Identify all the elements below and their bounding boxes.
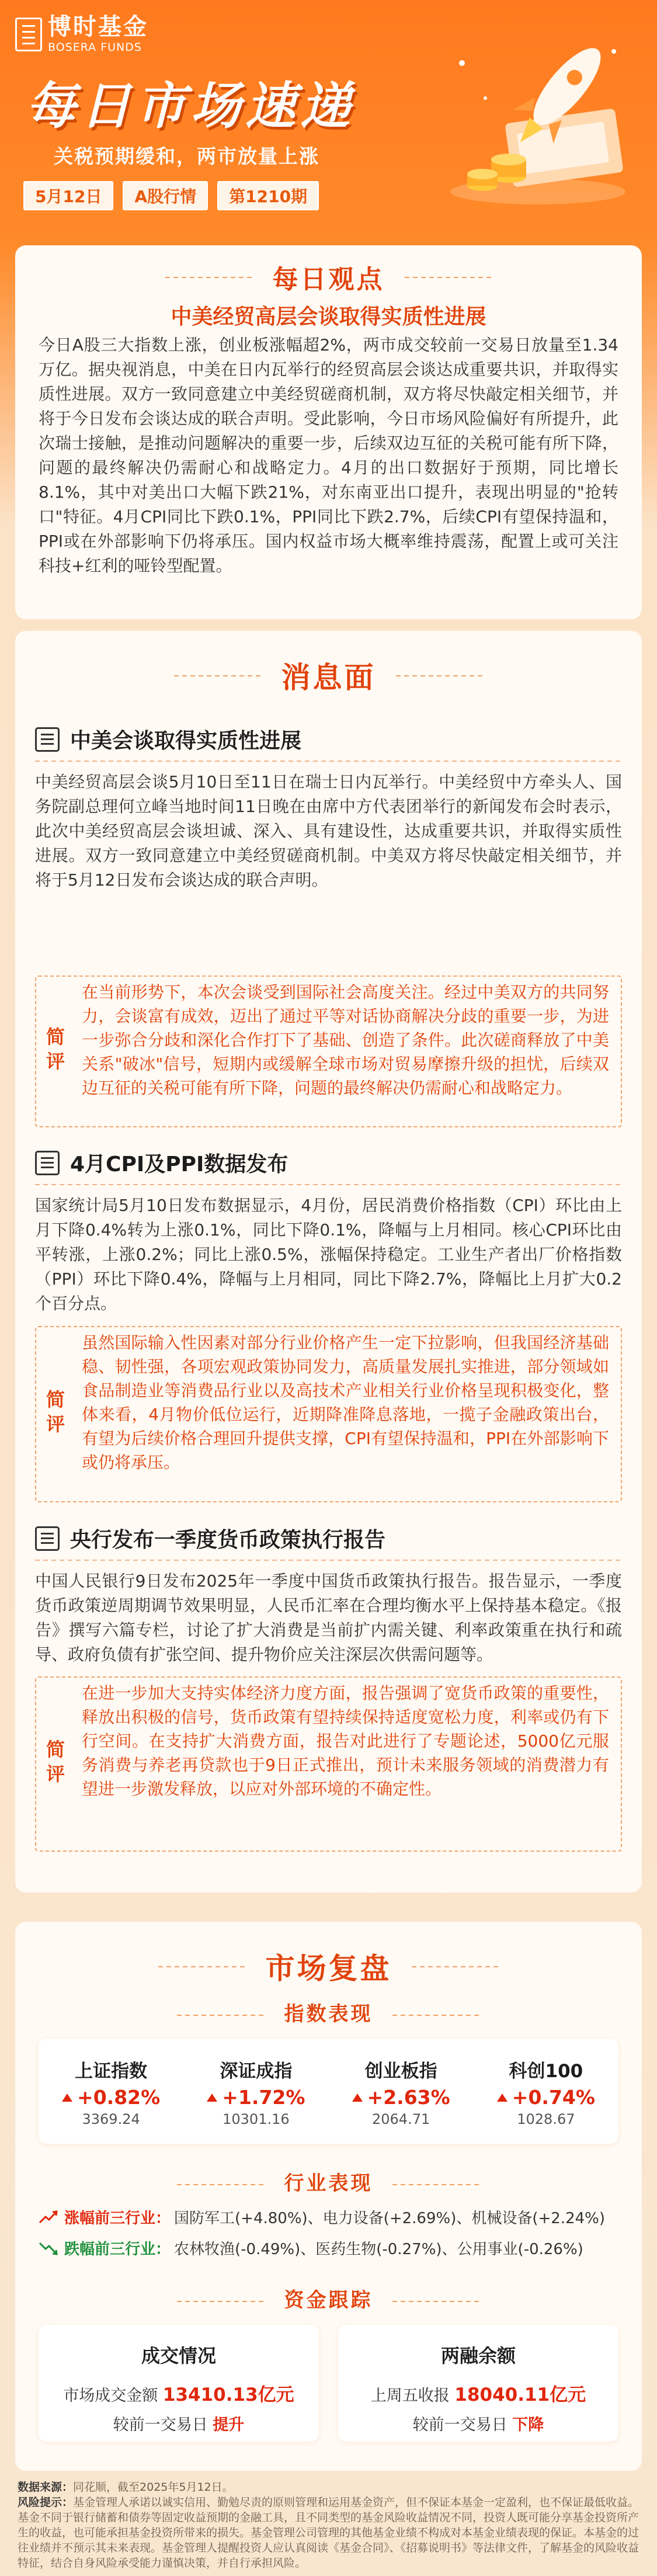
page-title: 每日市场速递 (26, 77, 355, 136)
issue-tags (23, 181, 319, 210)
disclaimer: 数据来源：同花顺，截至2025年5月12日。 风险提示：基金管理人承诺以诚实信用、勤勉尽责的原则管理和运用基金资产，但不保证本基金一定盈利，也不保证最低收益。基金不同于银行储蓄和债券等固定收益预期的金融工具，且不同类型的基金风险收益情况不同，投资人既可能分享基金投资所产生的收益，也可能承担基金投资所带来的损失。基金管理公司管理的其他基金业绩不构成对本基金业绩表现的保证。本基金的过往业绩并不预示其未来表现。基金管理人提醒投资人应认真阅读《基金合同》、《招募说明书》等法律文件，了解基金的风险收益特征，结合自身风险承受能力谨慎决策，并自行承担风险。 (18, 2481, 639, 2570)
divider (35, 1184, 622, 1185)
comment-label: 简评 (43, 1027, 65, 1076)
document-icon (35, 1151, 60, 1175)
bosera-logo-icon (15, 18, 42, 51)
daily-view-body: 今日A股三大指数上涨，创业板涨幅超2%，两市成交较前一交易日放量至1.34万亿。据央视消息，中美在日内瓦举行的经贸高层会谈达成重要共识，并取得实质性进展。双方一致同意建立中美经贸磋商机制，双方将尽快敲定相关细节，并将于今日发布会谈达成的联合声明。受此影响，今日市场风险偏好有所提升，此次瑞士接触，是推动问题解决的重要一步，后续双边互征的关税可能有所下降，问题的最终解决仍需耐心和战略定力。4月的出口数据好于预期，同比增长8.1%，其中对美出口大幅下跌21%，对东南亚出口提升，表现出明显的"抢转口"特征。4月CPI同比下跌0.1%，PPI同比下跌2.7%，后续CPI有望保持温和，PPI或在外部影响下仍将承压。国内权益市场大概率维持震荡，配置上或可关注科技+红利的哑铃型配置。 (39, 335, 618, 575)
arrow-up-icon (497, 2094, 507, 2102)
daily-view-subheading: 中美经贸高层会谈取得实质性进展 (171, 305, 486, 329)
news-item-body: 中美经贸高层会谈5月10日至11日在瑞士日内瓦举行。中美经贸中方牵头人、国务院副总理何立峰当地时间11日晚在由席中方代表团举行的新闻发布会时表示，此次中美经贸高层会谈坦诚、深入、具有建设性，达成重要共识，并取得实质性进展。双方一致同意建立中美经贸磋商机制。中美双方将尽快敲定相关细节，并将于5月12日发布会谈达成的联合声明。 (35, 772, 622, 890)
market-review-card (15, 1922, 642, 2471)
comment-text: 在当前形势下，本次会谈受到国际社会高度关注。经过中美双方的共同努力，会谈富有成效，迈出了通过平等对话协商解决分歧的重要一步，为进一步弥合分歧和深化合作打下了基础、创造了条件。此次磋商释放了中美关系"破冰"信号，短期内或缓解全球市场对贸易摩擦升级的担忧，后续双边互征的关税可能有所下降，问题的最终解决仍需耐心和战略定力。 (82, 983, 609, 1098)
header-banner (0, 0, 657, 234)
news-card (15, 631, 642, 1893)
news-item-body: 国家统计局5月10日发布数据显示，4月份，居民消费价格指数（CPI）环比由上月下降0.4%转为上涨0.1%，同比下降0.1%，降幅与上月相同。核心CPI环比由平转涨，上涨0.2%；同比上涨0.5%，涨幅保持稳定。工业生产者出厂价格指数（PPI）环比下降0.4%，降幅与上月相同，同比下降2.7%，降幅比上月扩大0.2个百分点。 (35, 1196, 622, 1313)
index-item: 深证成指 +1.72% 10301.16 (183, 2039, 328, 2144)
news-item-comment (35, 975, 622, 1127)
turnover-panel: 成交情况 市场成交金额 13410.13亿元 较前一交易日 提升 (39, 2325, 319, 2442)
comment-label: 简评 (43, 1390, 65, 1439)
index-item: 创业板指 +2.63% 2064.71 (329, 2039, 474, 2144)
date-tag: 5月12日 (23, 181, 113, 210)
index-item: 上证指数 +0.82% 3369.24 (39, 2039, 183, 2144)
page-subtitle: 关税预期缓和，两市放量上涨 (54, 145, 319, 168)
comment-text: 虽然国际输入性因素对部分行业价格产生一定下拉影响，但我国经济基础稳、韧性强，各项宏观政策协同发力，高质量发展扎实推进，部分领域如食品制造业等消费品行业以及高技术产业相关行业价格呈现积极变化，整体来看，4月物价低位运行，近期降准降息落地，一揽子金融政策出台，有望为后续价格合理回升提供支撑，CPI有望保持温和，PPI在外部影响下或仍将承压。 (82, 1333, 609, 1472)
news-item-title: 央行发布一季度货币政策执行报告 (35, 1523, 385, 1553)
comment-text: 在进一步加大支持实体经济力度方面，报告强调了宽货币政策的重要性，释放出积极的信号，货币政策有望持续保持适度宽松力度，利率或仍有下行空间。在支持扩大消费方面，报告对此进行了专题论述，5000亿元服务消费与养老再贷款也于9日正式推出，预计未来服务领域的消费潜力有望进一步激发释放，以应对外部环境的不确定性。 (82, 1683, 609, 1799)
index-heading: 指数表现 (284, 2002, 373, 2026)
document-icon (35, 1526, 60, 1551)
comment-label: 简评 (43, 1740, 65, 1789)
industry-heading: 行业表现 (284, 2172, 373, 2195)
trend-down-icon (39, 2241, 58, 2256)
top-gainers-row: 涨幅前三行业： 国防军工(+4.80%)、电力设备(+2.69%)、机械设备(+2.24%) (39, 2206, 623, 2228)
arrow-up-icon (62, 2094, 72, 2102)
brand-logo (15, 15, 148, 54)
divider (35, 1560, 622, 1561)
index-panel (39, 2039, 618, 2144)
brand-name-cn: 博时基金 (48, 13, 148, 40)
top-losers-row: 跌幅前三行业： 农林牧渔(-0.49%)、医药生物(-0.27%)、公用事业(-0.26%) (39, 2237, 623, 2259)
category-tag: A股行情 (123, 181, 208, 210)
daily-view-card (15, 245, 642, 619)
trend-up-icon (39, 2210, 58, 2225)
news-item-title: 4月CPI及PPI数据发布 (35, 1148, 288, 1178)
news-item-comment (35, 1326, 622, 1502)
issue-number-tag: 第1210期 (217, 181, 319, 210)
news-heading: 消息面 (262, 654, 396, 696)
margin-balance-panel: 两融余额 上周五收报 18040.11亿元 较前一交易日 下降 (338, 2325, 618, 2442)
fund-heading: 资金跟踪 (284, 2289, 373, 2312)
market-heading: 市场复盘 (246, 1945, 412, 1987)
daily-view-heading: 每日观点 (253, 258, 405, 296)
arrow-up-icon (352, 2094, 363, 2102)
news-item-comment (35, 1676, 622, 1852)
index-item: 科创100 +0.74% 1028.67 (474, 2039, 618, 2144)
brand-name-en: BOSERA FUNDS (48, 41, 142, 54)
arrow-up-icon (207, 2094, 217, 2102)
news-item-title: 中美会谈取得实质性进展 (35, 724, 301, 754)
divider (35, 761, 622, 762)
news-item-body: 中国人民银行9日发布2025年一季度中国货币政策执行报告。报告显示，一季度货币政策逆周期调节效果明显，人民币汇率在合理均衡水平上保持基本稳定。《报告》撰写六篇专栏，讨论了扩大消费是当前扩内需关键、利率政策重在执行和疏导、政府负债有扩张空间、提升物价应关注深层次供需问题等。 (35, 1571, 622, 1664)
document-icon (35, 727, 60, 752)
rocket-coins-illustration (421, 28, 643, 221)
